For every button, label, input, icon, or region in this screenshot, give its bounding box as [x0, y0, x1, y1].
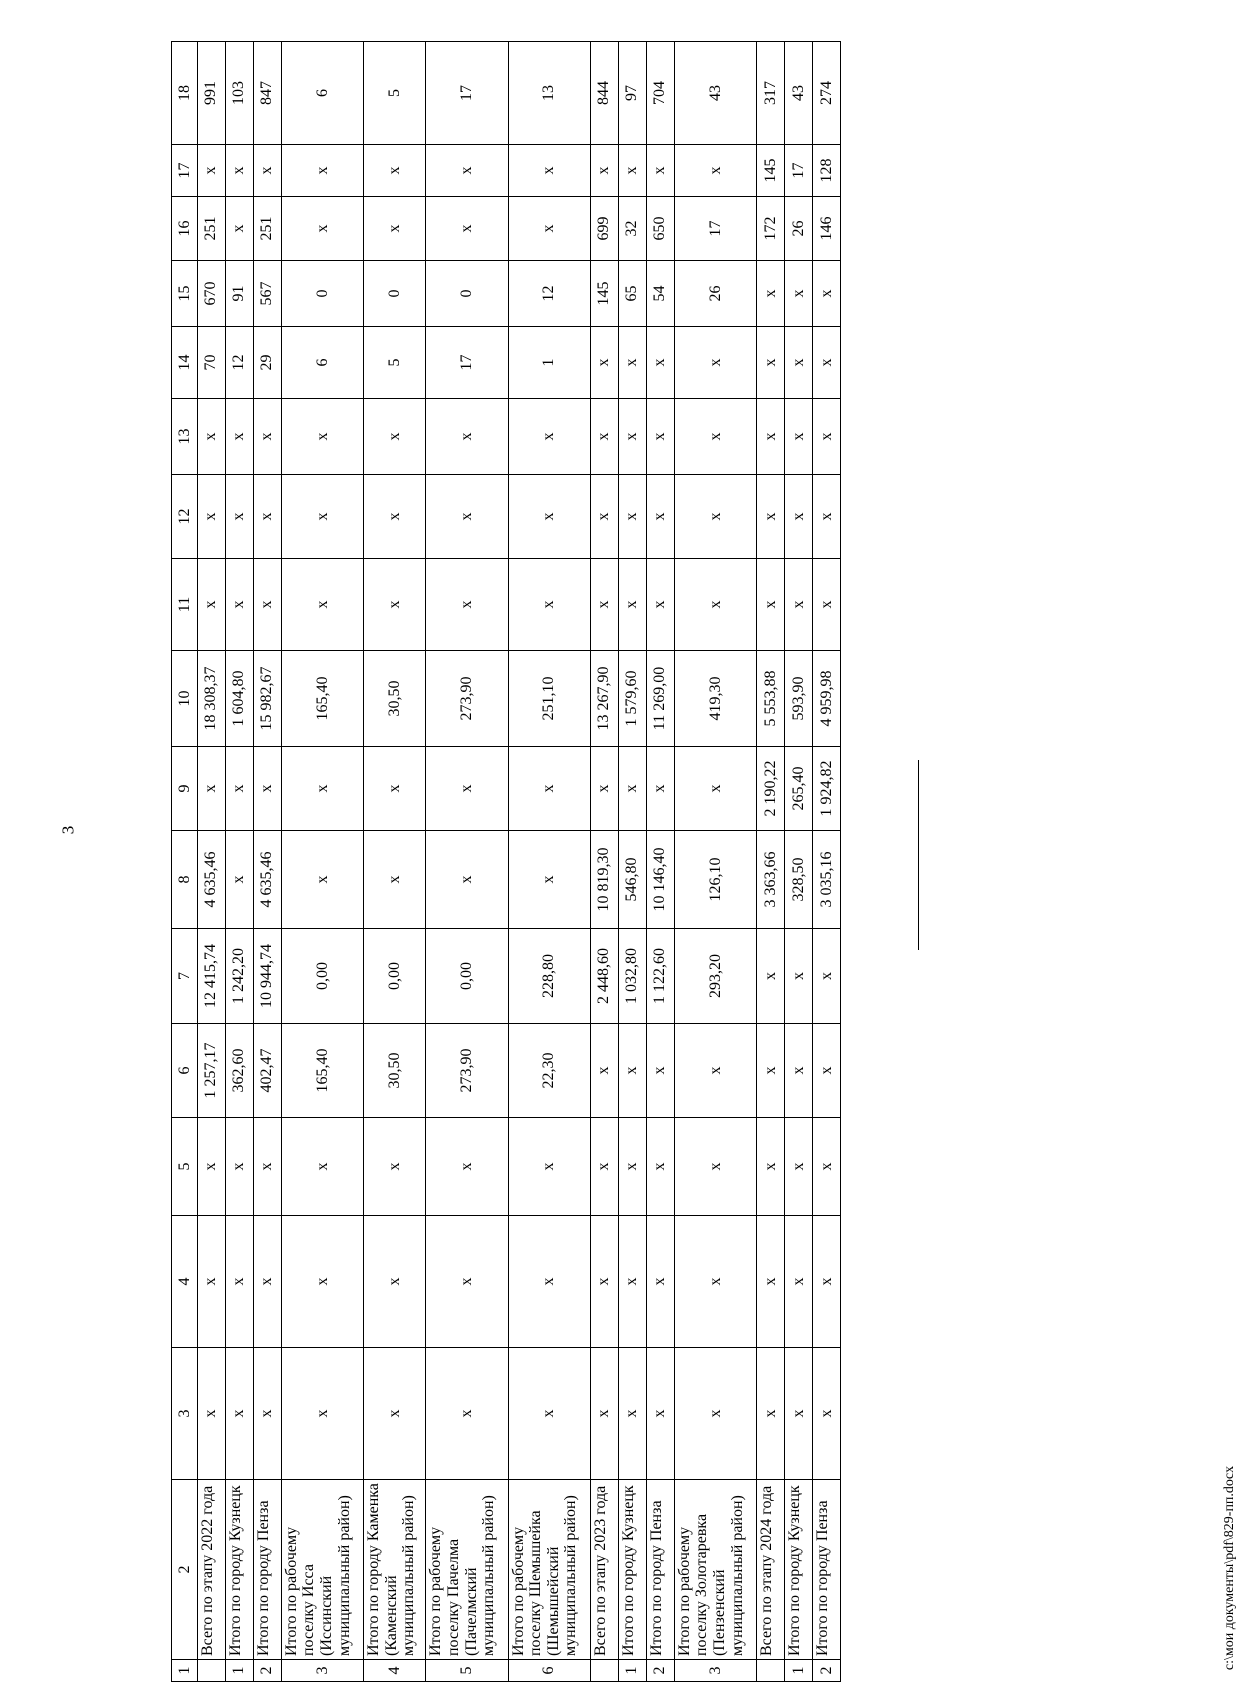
value-cell: 273,90: [426, 651, 508, 747]
value-cell: 0: [281, 261, 363, 327]
value-cell: x: [363, 1348, 425, 1480]
value-cell: x: [784, 559, 812, 651]
table-row: [426, 42, 508, 1682]
value-cell: 251: [197, 197, 225, 261]
page-number: 3: [58, 825, 78, 835]
value-cell: 567: [253, 261, 281, 327]
value-cell: 1: [508, 327, 590, 399]
value-cell: 2 190,22: [756, 747, 784, 831]
value-cell: 1 579,60: [618, 651, 646, 747]
value-cell: 1 032,80: [618, 929, 646, 1024]
value-cell: 54: [646, 261, 674, 327]
value-cell: x: [508, 747, 590, 831]
value-cell: x: [508, 559, 590, 651]
table-container: [171, 42, 841, 1682]
value-cell: 17: [784, 145, 812, 197]
value-cell: x: [756, 399, 784, 475]
value-cell: x: [426, 145, 508, 197]
value-cell: 70: [197, 327, 225, 399]
value-cell: x: [225, 145, 253, 197]
value-cell: 0: [426, 261, 508, 327]
value-cell: 12 415,74: [197, 929, 225, 1024]
value-cell: x: [618, 1348, 646, 1480]
value-cell: 670: [197, 261, 225, 327]
row-name-cell: Итого по городу Каменка (Каменский муниципальный район): [363, 1480, 425, 1660]
row-number-cell: 5: [426, 1660, 508, 1682]
value-cell: 65: [618, 261, 646, 327]
value-cell: 11 269,00: [646, 651, 674, 747]
value-cell: 251,10: [508, 651, 590, 747]
table-row: [674, 42, 756, 1682]
value-cell: x: [197, 145, 225, 197]
value-cell: x: [253, 1348, 281, 1480]
value-cell: x: [674, 145, 756, 197]
value-cell: 1 924,82: [812, 747, 840, 831]
value-cell: x: [508, 1118, 590, 1216]
value-cell: x: [225, 559, 253, 651]
row-number-cell: 1: [784, 1660, 812, 1682]
header-cell: 3: [172, 1348, 198, 1480]
row-number-cell: 6: [508, 1660, 590, 1682]
value-cell: x: [363, 475, 425, 559]
value-cell: 32: [618, 197, 646, 261]
value-cell: x: [646, 1118, 674, 1216]
value-cell: x: [363, 831, 425, 929]
value-cell: x: [426, 1216, 508, 1348]
value-cell: 10 819,30: [590, 831, 618, 929]
value-cell: 704: [646, 42, 674, 145]
value-cell: x: [281, 1216, 363, 1348]
value-cell: x: [426, 559, 508, 651]
value-cell: 273,90: [426, 1024, 508, 1118]
value-cell: x: [590, 559, 618, 651]
value-cell: 699: [590, 197, 618, 261]
value-cell: x: [426, 1348, 508, 1480]
value-cell: 4 635,46: [197, 831, 225, 929]
value-cell: 126,10: [674, 831, 756, 929]
table-row: [225, 42, 253, 1682]
value-cell: x: [646, 1348, 674, 1480]
table-row: [197, 42, 225, 1682]
value-cell: 650: [646, 197, 674, 261]
value-cell: x: [508, 475, 590, 559]
value-cell: 362,60: [225, 1024, 253, 1118]
value-cell: 145: [590, 261, 618, 327]
row-number-cell: 2: [812, 1660, 840, 1682]
value-cell: x: [646, 1024, 674, 1118]
row-number-cell: 3: [674, 1660, 756, 1682]
value-cell: x: [281, 831, 363, 929]
value-cell: x: [197, 475, 225, 559]
value-cell: 146: [812, 197, 840, 261]
row-name-cell: Всего по этапу 2023 года: [590, 1480, 618, 1660]
header-cell: 5: [172, 1118, 198, 1216]
row-name-cell: Итого по городу Пенза: [253, 1480, 281, 1660]
value-cell: x: [784, 1348, 812, 1480]
value-cell: x: [812, 261, 840, 327]
value-cell: x: [281, 1348, 363, 1480]
value-cell: x: [225, 475, 253, 559]
row-name-cell: Итого по рабочему поселку Пачелма (Пачелмский муниципальный район): [426, 1480, 508, 1660]
value-cell: 0: [363, 261, 425, 327]
value-cell: x: [590, 747, 618, 831]
value-cell: 17: [674, 197, 756, 261]
value-cell: x: [590, 1118, 618, 1216]
value-cell: x: [618, 1118, 646, 1216]
table-row: [508, 42, 590, 1682]
value-cell: x: [508, 197, 590, 261]
header-cell: 1: [172, 1660, 198, 1682]
value-cell: 10 944,74: [253, 929, 281, 1024]
value-cell: 274: [812, 42, 840, 145]
value-cell: 15 982,67: [253, 651, 281, 747]
value-cell: 5: [363, 42, 425, 145]
value-cell: 317: [756, 42, 784, 145]
value-cell: x: [197, 747, 225, 831]
table-row: [812, 42, 840, 1682]
value-cell: x: [281, 747, 363, 831]
header-cell: 8: [172, 831, 198, 929]
value-cell: x: [646, 559, 674, 651]
row-number-cell: 1: [618, 1660, 646, 1682]
data-table: [171, 41, 841, 1682]
value-cell: 43: [674, 42, 756, 145]
value-cell: x: [253, 145, 281, 197]
value-cell: x: [646, 145, 674, 197]
value-cell: x: [225, 399, 253, 475]
value-cell: x: [363, 1216, 425, 1348]
value-cell: x: [508, 399, 590, 475]
value-cell: x: [674, 327, 756, 399]
value-cell: x: [812, 1118, 840, 1216]
value-cell: x: [784, 1216, 812, 1348]
value-cell: 17: [426, 42, 508, 145]
value-cell: x: [426, 197, 508, 261]
value-cell: x: [197, 1118, 225, 1216]
value-cell: 251: [253, 197, 281, 261]
value-cell: x: [756, 1216, 784, 1348]
value-cell: x: [812, 1024, 840, 1118]
header-cell: 2: [172, 1480, 198, 1660]
value-cell: x: [618, 747, 646, 831]
header-cell: 16: [172, 197, 198, 261]
value-cell: 0,00: [281, 929, 363, 1024]
table-row: [618, 42, 646, 1682]
row-name-cell: Всего по этапу 2024 года: [756, 1480, 784, 1660]
value-cell: x: [590, 145, 618, 197]
value-cell: x: [508, 145, 590, 197]
row-name-cell: Итого по городу Кузнецк: [225, 1480, 253, 1660]
value-cell: x: [225, 1216, 253, 1348]
header-cell: 9: [172, 747, 198, 831]
value-cell: 43: [784, 42, 812, 145]
value-cell: x: [812, 399, 840, 475]
row-number-cell: 2: [253, 1660, 281, 1682]
value-cell: 97: [618, 42, 646, 145]
value-cell: 13 267,90: [590, 651, 618, 747]
value-cell: x: [508, 1216, 590, 1348]
value-cell: x: [253, 747, 281, 831]
header-cell: 10: [172, 651, 198, 747]
value-cell: x: [674, 559, 756, 651]
value-cell: x: [812, 929, 840, 1024]
value-cell: x: [784, 475, 812, 559]
value-cell: 3 363,66: [756, 831, 784, 929]
value-cell: x: [225, 1348, 253, 1480]
value-cell: x: [784, 1118, 812, 1216]
value-cell: 91: [225, 261, 253, 327]
value-cell: 12: [508, 261, 590, 327]
value-cell: 402,47: [253, 1024, 281, 1118]
value-cell: x: [812, 559, 840, 651]
row-number-cell: 4: [363, 1660, 425, 1682]
value-cell: x: [363, 559, 425, 651]
table-header-row: [172, 42, 198, 1682]
value-cell: x: [253, 475, 281, 559]
value-cell: x: [281, 559, 363, 651]
divider-line: [918, 760, 919, 950]
value-cell: 419,30: [674, 651, 756, 747]
value-cell: x: [281, 475, 363, 559]
value-cell: x: [225, 1118, 253, 1216]
row-name-cell: Итого по городу Кузнецк: [784, 1480, 812, 1660]
value-cell: 26: [674, 261, 756, 327]
value-cell: x: [784, 261, 812, 327]
row-number-cell: [197, 1660, 225, 1682]
value-cell: x: [281, 197, 363, 261]
table-row: [756, 42, 784, 1682]
value-cell: x: [426, 475, 508, 559]
footer-file-path: c:\мои документы\pdf\829-пп.docx: [1222, 1465, 1238, 1671]
value-cell: x: [646, 1216, 674, 1348]
value-cell: 3 035,16: [812, 831, 840, 929]
row-name-cell: Всего по этапу 2022 года: [197, 1480, 225, 1660]
value-cell: x: [646, 327, 674, 399]
row-number-cell: 3: [281, 1660, 363, 1682]
value-cell: x: [281, 145, 363, 197]
value-cell: x: [197, 1216, 225, 1348]
value-cell: x: [618, 1216, 646, 1348]
value-cell: 30,50: [363, 1024, 425, 1118]
row-name-cell: Итого по городу Кузнецк: [618, 1480, 646, 1660]
value-cell: x: [756, 559, 784, 651]
value-cell: x: [674, 475, 756, 559]
value-cell: 17: [426, 327, 508, 399]
value-cell: x: [618, 559, 646, 651]
value-cell: 128: [812, 145, 840, 197]
value-cell: 22,30: [508, 1024, 590, 1118]
value-cell: 6: [281, 327, 363, 399]
value-cell: 328,50: [784, 831, 812, 929]
value-cell: 13: [508, 42, 590, 145]
value-cell: x: [225, 747, 253, 831]
header-cell: 7: [172, 929, 198, 1024]
value-cell: 265,40: [784, 747, 812, 831]
value-cell: x: [426, 399, 508, 475]
value-cell: x: [508, 1348, 590, 1480]
row-number-cell: 2: [646, 1660, 674, 1682]
value-cell: x: [674, 1216, 756, 1348]
value-cell: x: [646, 475, 674, 559]
row-name-cell: Итого по рабочему поселку Исса (Иссинский муниципальный район): [281, 1480, 363, 1660]
value-cell: x: [756, 475, 784, 559]
value-cell: x: [197, 559, 225, 651]
value-cell: 26: [784, 197, 812, 261]
value-cell: 18 308,37: [197, 651, 225, 747]
value-cell: x: [674, 747, 756, 831]
header-cell: 13: [172, 399, 198, 475]
table-row: [253, 42, 281, 1682]
value-cell: 6: [281, 42, 363, 145]
row-number-cell: 1: [225, 1660, 253, 1682]
value-cell: x: [756, 261, 784, 327]
value-cell: x: [590, 1024, 618, 1118]
value-cell: x: [674, 1024, 756, 1118]
table-row: [784, 42, 812, 1682]
value-cell: x: [674, 1348, 756, 1480]
value-cell: 5 553,88: [756, 651, 784, 747]
value-cell: x: [253, 1118, 281, 1216]
value-cell: x: [590, 399, 618, 475]
value-cell: 29: [253, 327, 281, 399]
value-cell: 30,50: [363, 651, 425, 747]
table-row: [646, 42, 674, 1682]
value-cell: x: [363, 399, 425, 475]
value-cell: 145: [756, 145, 784, 197]
value-cell: x: [756, 327, 784, 399]
value-cell: 4 635,46: [253, 831, 281, 929]
value-cell: x: [197, 399, 225, 475]
value-cell: 4 959,98: [812, 651, 840, 747]
value-cell: 165,40: [281, 651, 363, 747]
value-cell: 1 257,17: [197, 1024, 225, 1118]
header-cell: 17: [172, 145, 198, 197]
value-cell: x: [281, 1118, 363, 1216]
row-number-cell: [756, 1660, 784, 1682]
value-cell: x: [812, 1216, 840, 1348]
table-row: [363, 42, 425, 1682]
value-cell: x: [784, 327, 812, 399]
value-cell: x: [756, 929, 784, 1024]
value-cell: x: [812, 327, 840, 399]
value-cell: 847: [253, 42, 281, 145]
header-cell: 14: [172, 327, 198, 399]
value-cell: x: [590, 1348, 618, 1480]
value-cell: 593,90: [784, 651, 812, 747]
value-cell: x: [363, 197, 425, 261]
value-cell: x: [618, 1024, 646, 1118]
value-cell: x: [426, 831, 508, 929]
value-cell: 5: [363, 327, 425, 399]
value-cell: 165,40: [281, 1024, 363, 1118]
row-name-cell: Итого по городу Пенза: [812, 1480, 840, 1660]
header-cell: 11: [172, 559, 198, 651]
header-cell: 6: [172, 1024, 198, 1118]
value-cell: x: [590, 475, 618, 559]
value-cell: x: [508, 831, 590, 929]
value-cell: x: [812, 475, 840, 559]
value-cell: 0,00: [363, 929, 425, 1024]
value-cell: 1 122,60: [646, 929, 674, 1024]
value-cell: x: [590, 327, 618, 399]
value-cell: x: [756, 1348, 784, 1480]
value-cell: x: [646, 399, 674, 475]
row-name-cell: Итого по рабочему поселку Золотаревка (Пензенский муниципальный район): [674, 1480, 756, 1660]
value-cell: x: [784, 1024, 812, 1118]
value-cell: x: [674, 1118, 756, 1216]
value-cell: x: [253, 559, 281, 651]
value-cell: 12: [225, 327, 253, 399]
value-cell: x: [674, 399, 756, 475]
value-cell: x: [646, 747, 674, 831]
value-cell: 0,00: [426, 929, 508, 1024]
value-cell: x: [756, 1118, 784, 1216]
value-cell: x: [225, 831, 253, 929]
value-cell: x: [618, 475, 646, 559]
value-cell: 103: [225, 42, 253, 145]
value-cell: x: [281, 399, 363, 475]
value-cell: 1 242,20: [225, 929, 253, 1024]
value-cell: x: [618, 399, 646, 475]
table-row: [590, 42, 618, 1682]
value-cell: x: [253, 399, 281, 475]
row-name-cell: Итого по городу Пенза: [646, 1480, 674, 1660]
header-cell: 15: [172, 261, 198, 327]
value-cell: 10 146,40: [646, 831, 674, 929]
value-cell: x: [784, 929, 812, 1024]
value-cell: x: [590, 1216, 618, 1348]
value-cell: 991: [197, 42, 225, 145]
value-cell: x: [225, 197, 253, 261]
value-cell: x: [618, 145, 646, 197]
value-cell: 228,80: [508, 929, 590, 1024]
header-cell: 18: [172, 42, 198, 145]
value-cell: x: [426, 1118, 508, 1216]
value-cell: x: [363, 747, 425, 831]
value-cell: 293,20: [674, 929, 756, 1024]
value-cell: 546,80: [618, 831, 646, 929]
value-cell: 1 604,80: [225, 651, 253, 747]
value-cell: x: [812, 1348, 840, 1480]
value-cell: x: [253, 1216, 281, 1348]
value-cell: x: [363, 1118, 425, 1216]
value-cell: x: [618, 327, 646, 399]
table-row: [281, 42, 363, 1682]
value-cell: 844: [590, 42, 618, 145]
row-name-cell: Итого по рабочему поселку Шемышейка (Шемышейский муниципальный район): [508, 1480, 590, 1660]
header-cell: 12: [172, 475, 198, 559]
value-cell: x: [784, 399, 812, 475]
value-cell: 172: [756, 197, 784, 261]
value-cell: x: [197, 1348, 225, 1480]
value-cell: x: [426, 747, 508, 831]
value-cell: x: [756, 1024, 784, 1118]
value-cell: x: [363, 145, 425, 197]
value-cell: 2 448,60: [590, 929, 618, 1024]
header-cell: 4: [172, 1216, 198, 1348]
row-number-cell: [590, 1660, 618, 1682]
